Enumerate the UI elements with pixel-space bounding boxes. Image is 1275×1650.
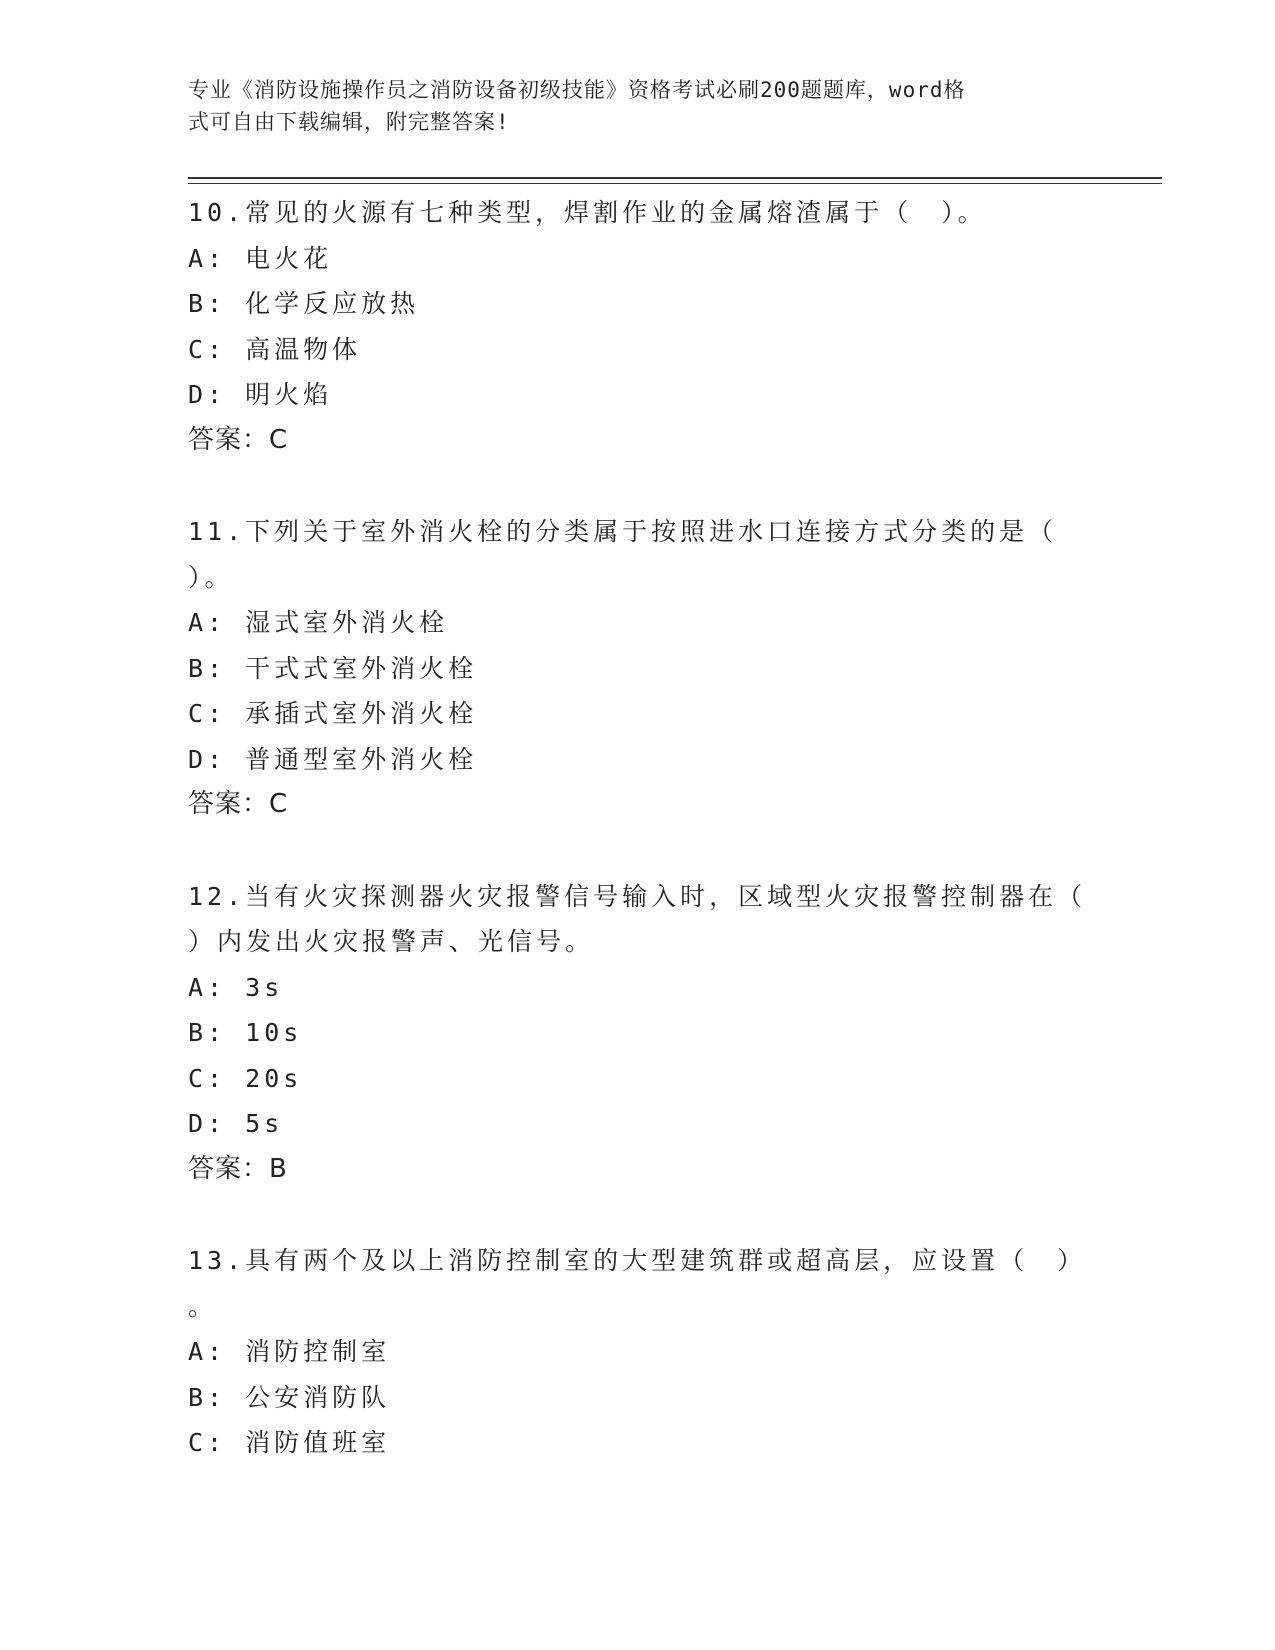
option-d: D: 普通型室外消火栓 — [188, 744, 478, 774]
question-13 — [188, 1238, 1088, 1466]
answer: 答案：C — [188, 789, 289, 819]
document-header — [188, 74, 1068, 138]
answer: 答案：C — [188, 424, 289, 455]
option-a: A: 湿式室外消火栓 — [188, 608, 449, 637]
header-divider-thick — [188, 177, 1162, 179]
question-stem-continued: 。 — [188, 1291, 218, 1321]
header-line-1: 专业《消防设施操作员之消防设备初级技能》资格考试必刷200题题库，word格 — [188, 78, 966, 102]
header-divider-thin — [188, 183, 1162, 184]
header-line-2: 式可自由下载编辑，附完整答案! — [188, 110, 510, 134]
option-c: C: 消防值班室 — [188, 1428, 391, 1457]
option-b: B: 10s — [188, 1018, 303, 1047]
option-b: B: 公安消防队 — [188, 1382, 391, 1412]
option-a: A: 电火花 — [188, 243, 333, 273]
question-stem-continued: ）。 — [188, 562, 234, 592]
question-stem: 13.具有两个及以上消防控制室的大型建筑群或超高层，应设置（ ） — [188, 1246, 1087, 1275]
option-a: A: 消防控制室 — [188, 1337, 391, 1366]
option-c: C: 20s — [188, 1063, 303, 1093]
option-c: C: 高温物体 — [188, 334, 362, 364]
question-list — [188, 190, 1088, 1512]
question-stem: 12.当有火灾探测器火灾报警信号输入时，区域型火灾报警控制器在（ — [188, 881, 1087, 911]
question-stem: 11.下列关于室外消火栓的分类属于按照进水口连接方式分类的是（ — [188, 517, 1058, 546]
question-12 — [188, 874, 1088, 1193]
option-d: D: 5s — [188, 1109, 284, 1138]
question-11 — [188, 509, 1088, 828]
option-d: D: 明火焰 — [188, 380, 333, 409]
answer: 答案：B — [188, 1153, 288, 1184]
option-a: A: 3s — [188, 972, 284, 1002]
question-10 — [188, 190, 1088, 463]
option-b: B: 化学反应放热 — [188, 289, 420, 318]
question-stem: 10.常见的火源有七种类型，焊割作业的金属熔渣属于（ ）。 — [188, 198, 987, 227]
option-c: C: 承插式室外消火栓 — [188, 699, 478, 728]
question-stem-continued: ）内发出火灾报警声、光信号。 — [188, 927, 595, 956]
option-b: B: 干式式室外消火栓 — [188, 653, 478, 683]
